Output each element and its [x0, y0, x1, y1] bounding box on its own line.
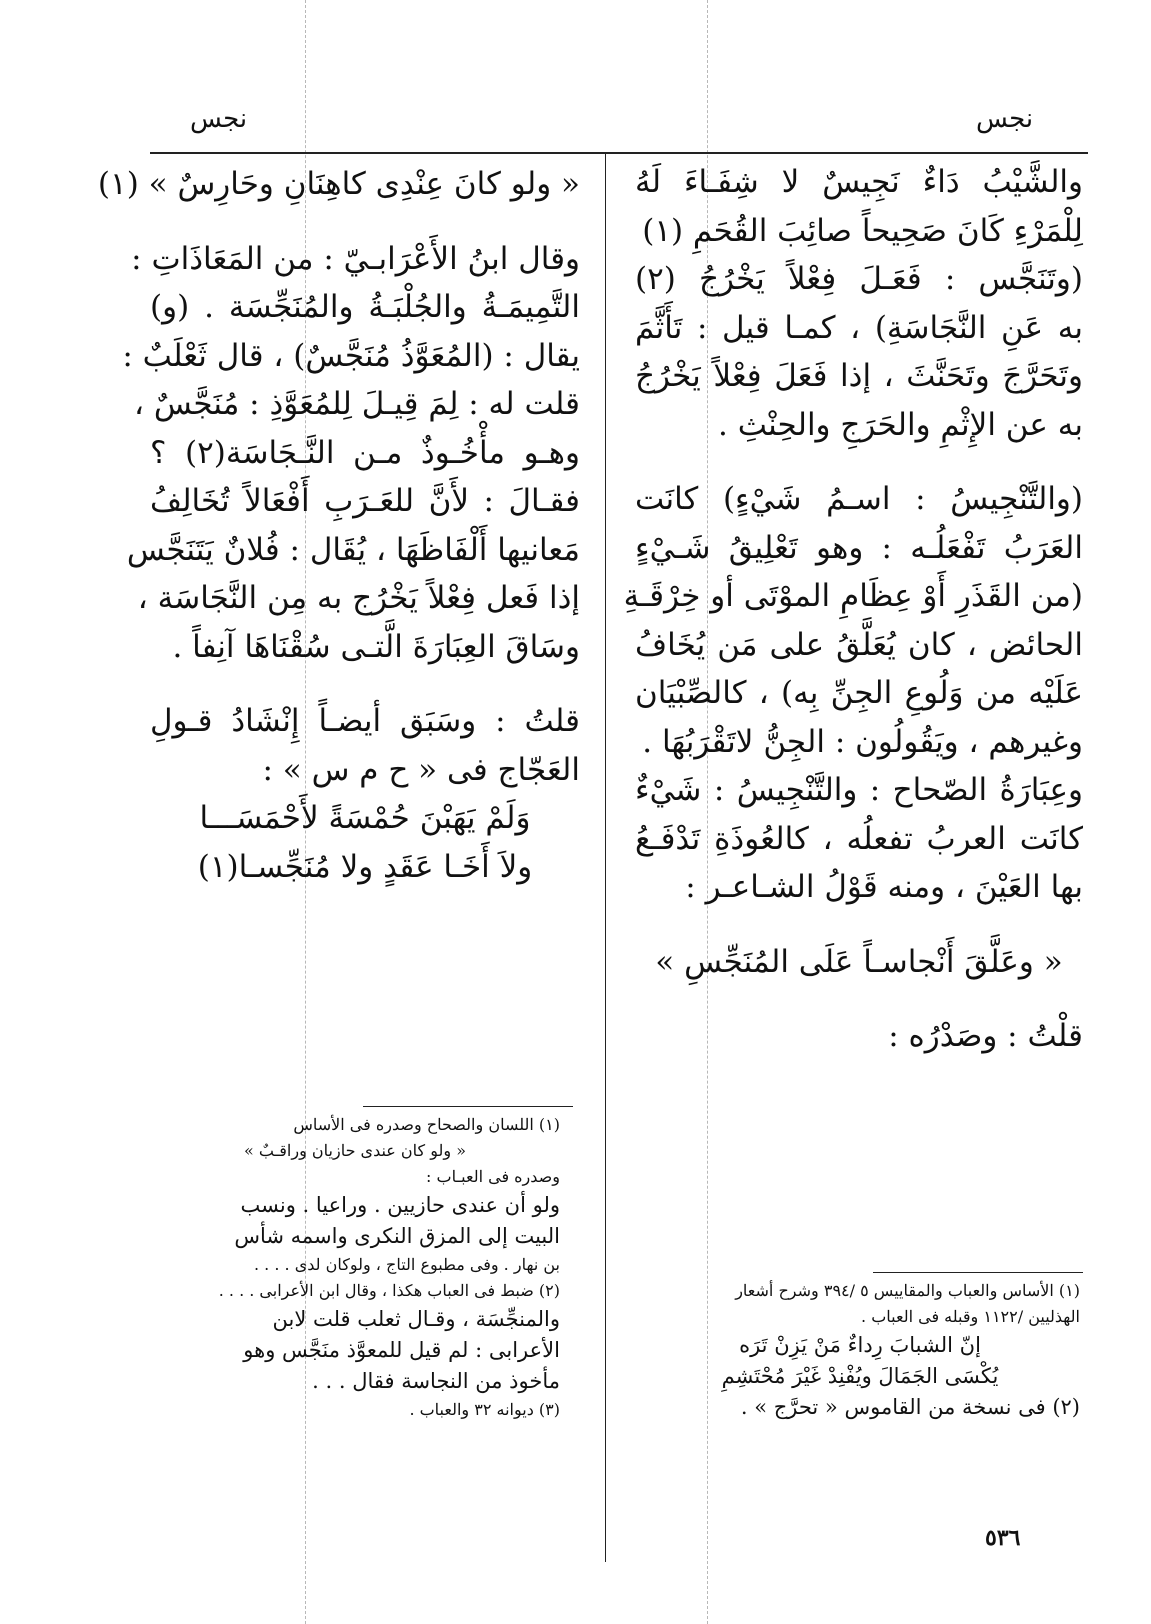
- footnote-line: « ولو كان عندى حازيان وراقـبٌ »: [243, 1141, 466, 1160]
- footnote-line: (٣) ديوانه ٣٢ والعباب .: [409, 1400, 560, 1419]
- text-line: قلت له : لِمَ قِيـلَ لِلمُعَوَّذِ : مُنَجَّسٌ ،: [133, 386, 580, 422]
- footnotes-left: [150, 1112, 560, 1423]
- text-line: فقـالَ : لأَنَّ للعَـرَبِ أَفْعَالاً تُخَالِفُ: [150, 483, 580, 519]
- text-line: وغيرهم ، ويَقُولُون : الجِنُّ لاتَقْرَبُهَا .: [642, 723, 1083, 760]
- column-divider: [605, 152, 606, 1562]
- footnote-line: الأعرابى : لم قيل للمعوَّذ منَجَّس وهو: [243, 1338, 560, 1362]
- page-number: ٥٣٦: [985, 1525, 1021, 1551]
- footnote-line: والمنجِّسَة ، وقـال ثعلب قلت لابن: [272, 1307, 560, 1331]
- verse-line: « وعَلَّقَ أَنْجاسـاً عَلَى المُنَجِّسِ »: [655, 943, 1063, 980]
- text-line: وسَاقَ العِبَارَةَ الَّتـى سُقْنَاهَا آنِفاً .: [172, 628, 580, 665]
- text-line: التَّمِيمَـةُ والجُلْبَـةُ والمُنَجِّسَة . (و): [150, 289, 580, 325]
- footnote-line: وصدره فى العبـاب :: [426, 1167, 560, 1186]
- text-line: (وتَنَجَّس : فَعَـلَ فِعْلاً يَخْرُجُ (٢): [635, 261, 1083, 297]
- footnote-line: (٢) فى نسخة من القاموس « تحرَّج » .: [740, 1395, 1080, 1419]
- footnote-line: مأخوذ من النجاسة فقال . . .: [312, 1369, 560, 1393]
- right-column: [623, 158, 1083, 1061]
- running-head-right: نجس: [976, 104, 1034, 134]
- footnote-line: (٢) ضبط فى العباب هكذا ، وقال ابن الأعرابى . . . .: [218, 1281, 560, 1300]
- text-line: به عن الإِثْمِ والحَرَجِ والحِنْثِ .: [717, 406, 1083, 443]
- verse-line: ولاَ أَخَـا عَقَدٍ ولا مُنَجِّسـا(١): [197, 848, 533, 885]
- footnotes-right: [640, 1278, 1080, 1423]
- text-line: والشَّيْبُ دَاءٌ نَجِيسٌ لا شِفَـاءَ لَهُ: [635, 164, 1083, 200]
- text-line: عَلَيْه من وَلُوعِ الجِنِّ بِه) ، كالصِّبْيَان: [635, 675, 1083, 711]
- footnote-line: البيت إلى المزق النكرى واسمه شأس: [234, 1224, 560, 1248]
- text-line: إذا فَعل فِعْلاً يَخْرُج به مِن النَّجَاسَة ،: [137, 580, 580, 616]
- text-line: لِلْمَرْءِ كَانَ صَحِيحاً صائِبَ القُحَمِ (١): [642, 212, 1083, 249]
- text-line: العَجّاج فى « ح م س » :: [262, 751, 580, 788]
- text-line: العَرَبُ تَفْعَلُـه : وهو تَعْلِيقُ شَـيْءٍ: [635, 529, 1083, 566]
- footnote-line: بن نهار . وفى مطبوع التاج ، ولوكان لدى . . . .: [254, 1255, 560, 1274]
- text-line: (والتَّنْجِيسُ : اسـمُ شَيْءٍ) كانَت: [635, 481, 1083, 517]
- footnote-rule: [363, 1106, 573, 1107]
- text-line: يقال : (المُعَوَّذُ مُنَجَّسٌ) ، قال ثَعْلَبٌ :: [122, 337, 580, 374]
- text-line: قلْتُ : وصَدْرُه :: [888, 1018, 1083, 1054]
- text-line: وقال ابنُ الأَعْرَابـيّ : من المَعَاذَاتِ :: [131, 240, 580, 277]
- left-column: [97, 160, 580, 891]
- text-line: (من القَذَرِ أَوْ عِظَامِ الموْتَى أو خِرْقَـةِ: [623, 578, 1083, 614]
- footnote-line: (١) اللسان والصحاح وصدره فى الأساس: [293, 1115, 560, 1134]
- text-line: وتَحَرَّجَ وتَحَنَّثَ ، إذا فَعَلَ فِعْلاً يَخْرُجُ: [635, 358, 1083, 394]
- text-line: كانَت العربُ تفعلُه ، كالعُوذَةِ تَدْفَـعُ: [635, 820, 1083, 857]
- text-line: قلتُ : وسَبَق أيضـاً إِنْشَادُ قـولِ: [150, 703, 580, 739]
- text-line: مَعانيها أَلْفَاظَهَا ، يُقَال : فُلانٌ يَتَنَجَّس: [126, 531, 580, 568]
- text-line: وعِبَارَةُ الصّحاح : والتَّنْجِيسُ : شَيْءٌ: [635, 772, 1083, 808]
- footnote-line: (١) الأساس والعباب والمقاييس ٥ /٣٩٤ وشرح أشعار: [735, 1281, 1080, 1300]
- header-rule: [150, 152, 1088, 154]
- text-line: وهـو مأْخُـوذٌ مـن النَّـجَاسَة(٢) ؟: [150, 434, 580, 471]
- footnote-line: الهذليين /١١٢٢ وقبله فى العباب .: [861, 1307, 1080, 1326]
- footnote-rule: [873, 1272, 1083, 1273]
- text-line: الحائض ، كان يُعَلَّقُ على مَن يُخَافُ: [635, 626, 1083, 663]
- footnote-verse: يُكْسَى الجَمَالَ ويُفْنِدْ غَيْرَ مُحْتَشِمِ: [721, 1364, 999, 1388]
- footnote-line: ولو أن عندى حازيين . وراعيا . ونسب: [240, 1193, 560, 1217]
- footnote-verse: إنّ الشبابَ رِداءٌ مَنْ يَزِنْ تَرَه: [739, 1333, 981, 1357]
- text-line: بها العَيْنَ ، ومنه قَوْلُ الشـاعـر :: [685, 869, 1083, 905]
- text-line: به عَنِ النَّجَاسَةِ) ، كمـا قيل : تَأَثَّمَ: [635, 309, 1083, 346]
- running-head-left: نجس: [190, 104, 248, 134]
- verse-line: « ولو كانَ عِنْدِى كاهِنَانِ وحَارِسٌ » (١): [97, 166, 580, 202]
- verse-line: وَلَمْ يَهَبْنَ حُمْسَةً لأَحْمَسَـــا: [199, 800, 531, 836]
